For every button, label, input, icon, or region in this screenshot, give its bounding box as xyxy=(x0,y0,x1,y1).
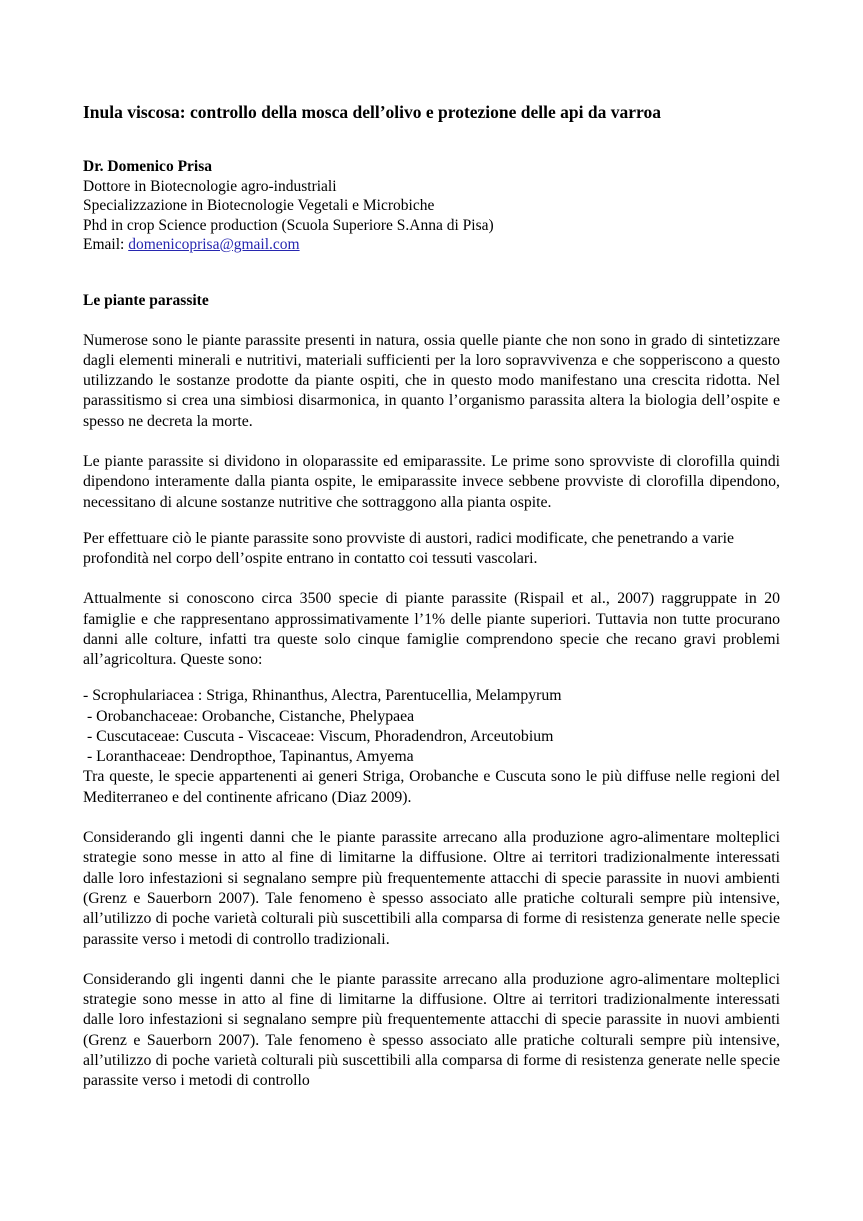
list-item: - Cuscutaceae: Cuscuta - Viscaceae: Viscum, Phoradendron, Arceutobium xyxy=(83,727,554,745)
family-list xyxy=(83,686,780,767)
paragraph-3: Attualmente si conoscono circa 3500 specie di piante parassite (Rispail et al., 2007) raggruppate in 20 famiglie e che rappresentano approssimativamente l’1% delle piante superiori. Tuttavia non tutte procurano danni alle colture, infatti tra queste solo cinque famiglie comprendono specie che recano gravi problemi all’agricoltura. Queste sono: xyxy=(83,590,780,669)
paragraph-4: Considerando gli ingenti danni che le piante parassite arrecano alla produzione agro-alimentare molteplici strategie sono messe in atto al fine di limitarne la diffusione. Oltre ai territori tradizionalmente interessati dalle loro infestazioni si segnalano sempre più frequentemente attacchi di specie parassite in nuovi ambienti (Grenz e Sauerborn 2007). Tale fenomeno è spesso associato alle pratiche colturali sempre più intensive, all’utilizzo di poche varietà colturali più suscettibili alla comparsa di forme di resistenza generate nelle specie parassite verso i metodi di controllo tradizionali. xyxy=(83,829,780,948)
list-item: - Orobanchaceae: Orobanche, Cistanche, Phelypaea xyxy=(83,707,415,725)
paragraph-2: Le piante parassite si dividono in oloparassite ed emiparassite. Le prime sono sprovviste di clorofilla quindi dipendono interamente dalla pianta ospite, le emiparassite invece sebbene provviste di clorofilla dipendono, necessitano di alcune sostanze nutritive che sottraggono alla pianta ospite. xyxy=(83,452,780,511)
author-affiliation-3: Phd in crop Science production (Scuola Superiore S.Anna di Pisa) xyxy=(83,216,494,234)
author-block xyxy=(83,157,780,255)
page-title: Inula viscosa: controllo della mosca dell’olivo e protezione delle api da varroa xyxy=(83,102,661,122)
paragraph-2b: Per effettuare ciò le piante parassite sono provviste di austori, radici modificate, che penetrando a varie profondità nel corpo dell’ospite entrano in contatto coi tessuti vascolari. xyxy=(83,529,735,567)
paragraph-3b: Tra queste, le specie appartenenti ai generi Striga, Orobanche e Cuscuta sono le più diffuse nelle regioni del Mediterraneo e del continente africano (Diaz 2009). xyxy=(83,768,780,806)
author-email-line xyxy=(83,235,780,255)
list-item: - Loranthaceae: Dendropthoe, Tapinantus, Amyema xyxy=(83,748,414,766)
author-affiliation-1: Dottore in Biotecnologie agro-industriali xyxy=(83,177,337,195)
author-name: Dr. Domenico Prisa xyxy=(83,158,213,175)
email-link[interactable]: domenicoprisa@gmail.com xyxy=(128,236,300,253)
author-affiliation-2: Specializzazione in Biotecnologie Vegetali e Microbiche xyxy=(83,197,435,214)
email-label: Email: xyxy=(83,236,129,253)
document-content xyxy=(83,100,780,1107)
section-heading-piante-parassite: Le piante parassite xyxy=(83,291,209,309)
paragraph-1: Numerose sono le piante parassite presenti in natura, ossia quelle piante che non sono in grado di sintetizzare dagli elementi minerali e nutritivi, materiali sufficienti per la loro sopravvivenza e che sopperiscono a questo utilizzando le sostanze prodotte da piante ospiti, che in questo modo manifestano una crescita ridotta. Nel parassitismo si crea una simbiosi disarmonica, in quanto l’organismo parassita altera la biologia dell’ospite e spesso ne decreta la morte. xyxy=(83,331,780,430)
list-item: - Scrophulariacea : Striga, Rhinanthus, Alectra, Parentucellia, Melampyrum xyxy=(83,687,562,705)
paragraph-5-truncated: Considerando gli ingenti danni che le piante parassite arrecano alla produzione agro-alimentare molteplici strategie sono messe in atto al fine di limitarne la diffusione. Oltre ai territori tradizionalmente interessati dalle loro infestazioni si segnalano sempre più frequentemente attacchi di specie parassite in nuovi ambienti (Grenz e Sauerborn 2007). Tale fenomeno è spesso associato alle pratiche colturali sempre più intensive, all’utilizzo di poche varietà colturali più suscettibili alla comparsa di forme di resistenza generate nelle specie parassite verso i metodi di controllo xyxy=(83,970,780,1090)
